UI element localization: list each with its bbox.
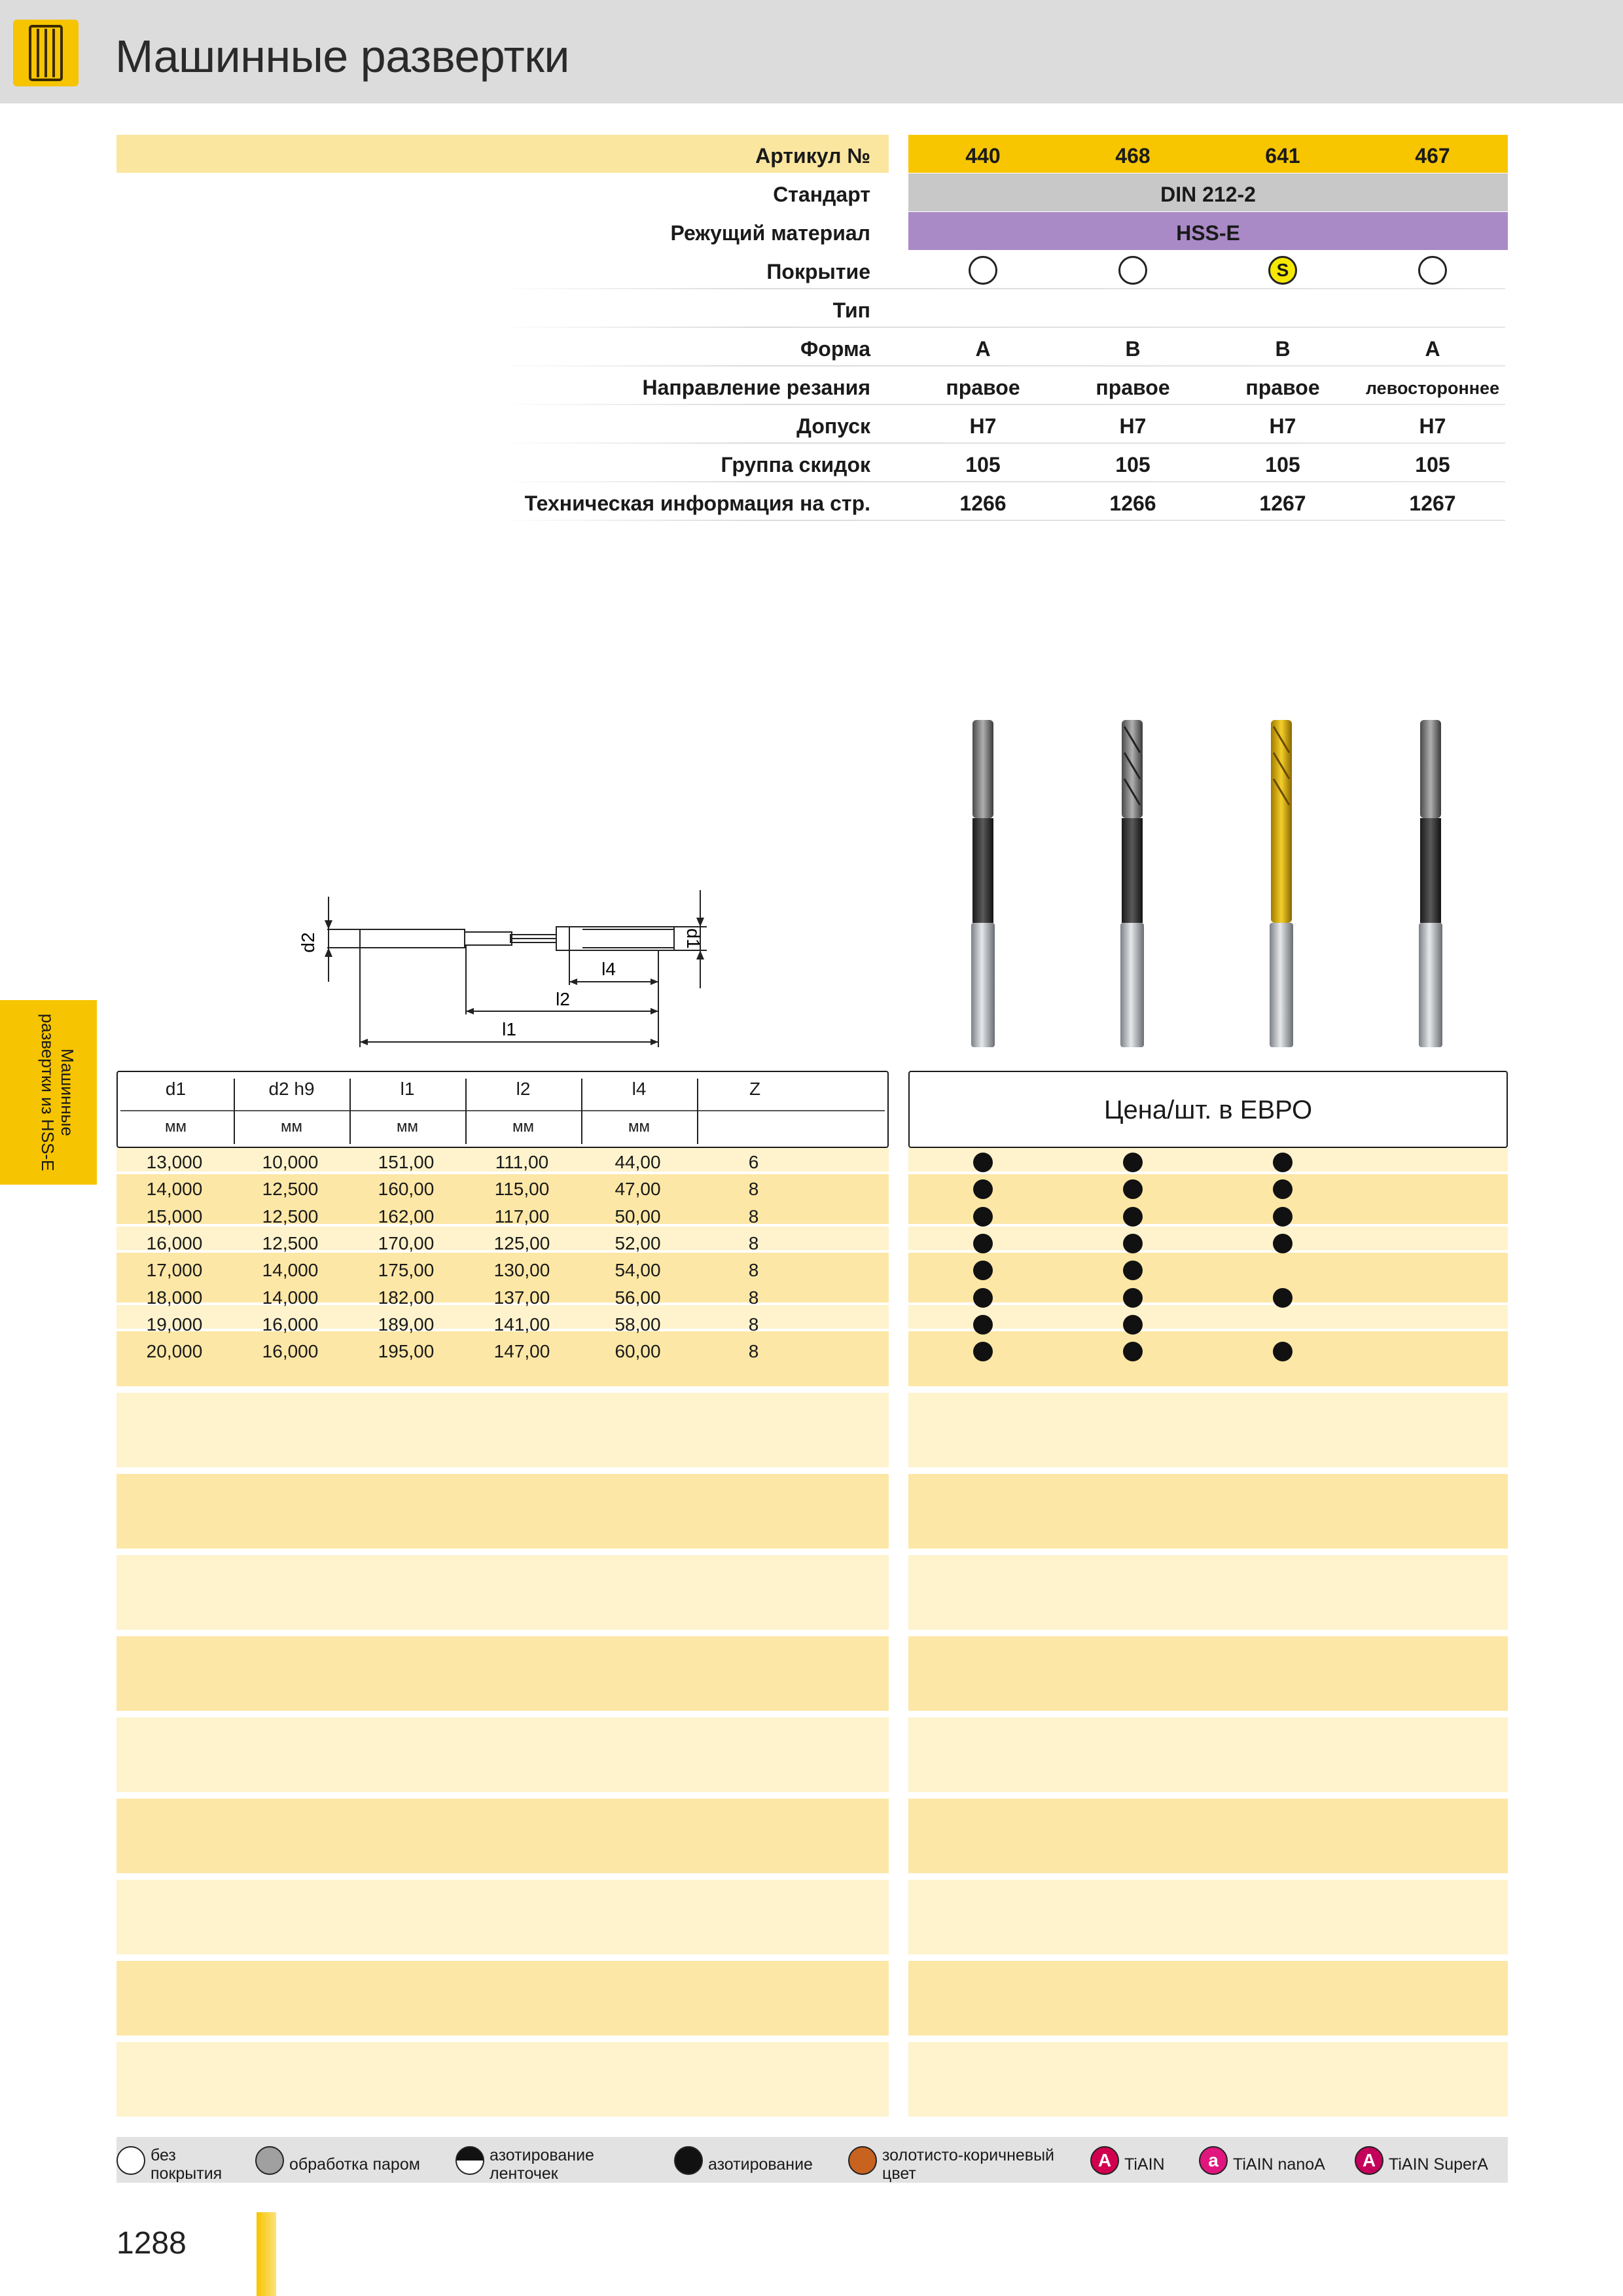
- column-divider: [465, 1079, 467, 1144]
- reamer-468-image: [1120, 720, 1144, 1047]
- dim-label-d2: d2: [298, 932, 318, 953]
- tialn-super-circle-icon: A: [1355, 2146, 1383, 2175]
- table-cell: 160,00: [378, 1179, 435, 1200]
- legend-label: обработка паром: [289, 2155, 420, 2174]
- coating-none-icon: [969, 256, 997, 285]
- table-stripe: [116, 1474, 889, 1549]
- legend-label: без покрытия: [151, 2146, 223, 2183]
- availability-dot-icon: [973, 1342, 993, 1361]
- table-cell: 54,00: [615, 1260, 661, 1281]
- table-stripe: [908, 1148, 1508, 1172]
- spec-row-label: Тип: [832, 298, 870, 322]
- table-stripe: [908, 1636, 1508, 1711]
- grey-circle-icon: [255, 2146, 284, 2175]
- availability-dot-icon: [1273, 1288, 1293, 1308]
- column-divider: [697, 1079, 698, 1144]
- availability-dot-icon: [1123, 1315, 1143, 1335]
- column-header: [234, 1072, 349, 1149]
- spec-cell: 105: [1115, 453, 1150, 476]
- section-side-tab-label: Машинные развертки из HSS-E: [38, 1013, 77, 1172]
- page-number: 1288: [116, 2226, 187, 2261]
- table-cell: 151,00: [378, 1152, 435, 1172]
- table-row: [116, 1176, 889, 1203]
- reamer-product-images: [908, 713, 1508, 1054]
- spec-cell: 641: [1265, 144, 1300, 168]
- table-cell: 195,00: [378, 1341, 435, 1362]
- column-header-unit: мм: [281, 1118, 302, 1136]
- table-cell: 8: [748, 1206, 759, 1227]
- spec-cell: B: [1125, 337, 1141, 361]
- half-black-circle-icon: [455, 2146, 484, 2175]
- table-cell: 170,00: [378, 1232, 435, 1253]
- legend-label: азотирование ленточек: [490, 2146, 594, 2183]
- table-cell: 147,00: [493, 1341, 550, 1362]
- availability-dot-icon: [1123, 1153, 1143, 1172]
- white-circle-icon: [116, 2146, 145, 2175]
- table-cell: 50,00: [615, 1206, 661, 1227]
- table-stripe: [908, 1331, 1508, 1386]
- spec-cell: левостороннее: [1365, 378, 1500, 398]
- table-stripe: [908, 1961, 1508, 2036]
- table-cell: 15,000: [146, 1206, 203, 1227]
- legend-label: золотисто-коричневый цвет: [882, 2146, 1055, 2183]
- availability-dot-icon: [1123, 1207, 1143, 1227]
- standard-value: DIN 212-2: [1160, 183, 1256, 206]
- price-table-header: [908, 1071, 1508, 1148]
- column-header: [349, 1072, 465, 1149]
- table-cell: 125,00: [493, 1232, 550, 1253]
- spec-cell: B: [1275, 337, 1291, 361]
- table-stripe: [908, 1393, 1508, 1467]
- spec-row: [0, 251, 1623, 289]
- spec-cell: 105: [965, 453, 1001, 476]
- legend-label: TiAIN SuperA: [1389, 2155, 1488, 2174]
- spec-row-label: Группа скидок: [721, 453, 870, 476]
- spec-cell: 467: [1415, 144, 1450, 168]
- spec-cell: 1267: [1259, 492, 1306, 515]
- table-cell: 137,00: [493, 1287, 550, 1308]
- availability-dot-icon: [1273, 1342, 1293, 1361]
- spec-row-label: Покрытие: [766, 260, 870, 283]
- column-divider: [349, 1079, 351, 1144]
- table-cell: 14,000: [262, 1260, 319, 1281]
- spec-cell: 1266: [959, 492, 1007, 515]
- page-title: Машинные развертки: [115, 31, 569, 82]
- tialn-nano-circle-icon: a: [1199, 2146, 1228, 2175]
- spec-cell: правое: [1245, 376, 1320, 399]
- table-stripe: [908, 1474, 1508, 1549]
- column-header-name: l1: [400, 1079, 415, 1099]
- table-cell: 16,000: [262, 1314, 319, 1335]
- table-cell: 14,000: [146, 1179, 203, 1200]
- column-divider: [581, 1079, 582, 1144]
- availability-dot-icon: [973, 1315, 993, 1335]
- table-stripe: [908, 1253, 1508, 1302]
- availability-dot-icon: [973, 1261, 993, 1280]
- tialn-circle-icon: A: [1090, 2146, 1119, 2175]
- spec-row: [0, 328, 1623, 367]
- table-cell: 17,000: [146, 1260, 203, 1281]
- availability-dot-icon: [973, 1207, 993, 1227]
- column-header-name: l2: [516, 1079, 531, 1099]
- table-stripe: [116, 1636, 889, 1711]
- page-header: [0, 0, 1623, 103]
- coating-s-icon: S: [1268, 256, 1297, 285]
- spec-row: [0, 367, 1623, 405]
- table-cell: 16,000: [262, 1341, 319, 1362]
- table-cell: 16,000: [146, 1232, 203, 1253]
- availability-dot-icon: [973, 1153, 993, 1172]
- material-value: HSS-E: [1176, 221, 1240, 245]
- availability-dot-icon: [1123, 1342, 1143, 1361]
- table-stripe: [908, 2042, 1508, 2117]
- price-header-label: Цена/шт. в ЕВРО: [1103, 1096, 1313, 1124]
- table-cell: 8: [748, 1260, 759, 1281]
- reamer-467-image: [1419, 720, 1442, 1047]
- table-row: [116, 1230, 889, 1257]
- spec-row: [0, 135, 1623, 173]
- column-header: [118, 1072, 234, 1149]
- table-cell: 6: [748, 1152, 759, 1172]
- spec-cell: H7: [1419, 414, 1446, 438]
- spec-row-label: Допуск: [796, 414, 870, 438]
- coating-none-icon: [1418, 256, 1447, 285]
- spec-row-label: Стандарт: [773, 183, 870, 206]
- spec-row: [0, 173, 1623, 212]
- column-header-name: l4: [632, 1079, 647, 1099]
- spec-row: [0, 405, 1623, 444]
- column-header-unit: мм: [628, 1118, 650, 1136]
- table-cell: 130,00: [493, 1260, 550, 1281]
- column-header-name: d1: [165, 1079, 187, 1099]
- table-row: [116, 1149, 889, 1176]
- spec-cell: 105: [1415, 453, 1450, 476]
- bronze-circle-icon: [848, 2146, 877, 2175]
- availability-dot-icon: [1273, 1207, 1293, 1227]
- table-stripe: [908, 1880, 1508, 1954]
- table-cell: 60,00: [615, 1341, 661, 1362]
- spec-row: [0, 482, 1623, 521]
- spec-cell: 468: [1115, 144, 1150, 168]
- spec-row-label: Форма: [800, 337, 870, 361]
- spec-cell: H7: [1119, 414, 1147, 438]
- page-number-accent: [257, 2212, 276, 2296]
- table-cell: 115,00: [494, 1179, 550, 1200]
- column-divider: [234, 1079, 235, 1144]
- reamer-440-image: [971, 720, 995, 1047]
- spec-cell: правое: [1096, 376, 1170, 399]
- legend-label: азотирование: [708, 2155, 813, 2174]
- table-cell: 20,000: [146, 1341, 203, 1362]
- table-cell: 19,000: [146, 1314, 203, 1335]
- spec-cell: H7: [1269, 414, 1296, 438]
- availability-dot-icon: [1273, 1234, 1293, 1253]
- spec-row-label: Техническая информация на стр.: [524, 492, 870, 515]
- table-cell: 162,00: [378, 1206, 435, 1227]
- table-cell: 8: [748, 1341, 759, 1362]
- spec-row-separator: [497, 520, 1505, 521]
- column-header-unit: мм: [512, 1118, 534, 1136]
- table-stripe: [116, 2042, 889, 2117]
- reamer-dimension-drawing: [281, 877, 740, 1060]
- table-cell: 18,000: [146, 1287, 203, 1308]
- table-row: [116, 1285, 889, 1312]
- table-stripe: [908, 1174, 1508, 1224]
- table-cell: 141,00: [493, 1314, 550, 1335]
- table-cell: 175,00: [378, 1260, 435, 1281]
- table-cell: 111,00: [495, 1152, 549, 1172]
- table-cell: 44,00: [615, 1152, 661, 1172]
- coating-none-icon: [1118, 256, 1147, 285]
- column-header: [465, 1072, 581, 1149]
- black-circle-icon: [674, 2146, 703, 2175]
- table-cell: 56,00: [615, 1287, 661, 1308]
- table-stripe: [116, 1880, 889, 1954]
- table-cell: 12,500: [262, 1206, 319, 1227]
- column-header: [697, 1072, 813, 1149]
- spec-cell: правое: [946, 376, 1020, 399]
- reamer-logo-icon: [13, 20, 79, 86]
- legend-label: TiAIN nanoA: [1233, 2155, 1325, 2174]
- table-stripe: [116, 1393, 889, 1467]
- reamer-641-image: [1270, 720, 1293, 1047]
- table-stripe: [116, 1555, 889, 1630]
- dim-label-d1: d1: [683, 928, 704, 949]
- table-cell: 8: [748, 1287, 759, 1308]
- table-cell: 8: [748, 1232, 759, 1253]
- availability-dot-icon: [1123, 1261, 1143, 1280]
- coating-legend: [116, 2137, 1508, 2183]
- dimension-table-header: [116, 1071, 889, 1148]
- table-cell: 117,00: [494, 1206, 550, 1227]
- table-stripe: [908, 1799, 1508, 1873]
- table-row: [116, 1257, 889, 1284]
- spec-row-label: Режущий материал: [670, 221, 870, 245]
- spec-row: [0, 289, 1623, 328]
- column-header-name: d2 h9: [268, 1079, 315, 1099]
- availability-dot-icon: [1123, 1234, 1143, 1253]
- spec-cell: 1267: [1409, 492, 1456, 515]
- table-cell: 13,000: [146, 1152, 203, 1172]
- spec-row: [0, 444, 1623, 482]
- spec-cell: A: [975, 337, 991, 361]
- spec-cell: A: [1425, 337, 1440, 361]
- spec-row-label: Направление резания: [642, 376, 870, 399]
- column-header-unit: мм: [397, 1118, 418, 1136]
- table-cell: 58,00: [615, 1314, 661, 1335]
- table-cell: 12,500: [262, 1179, 319, 1200]
- table-stripe: [908, 1227, 1508, 1250]
- column-header-unit: мм: [165, 1118, 187, 1136]
- table-cell: 8: [748, 1314, 759, 1335]
- spec-cell: 105: [1265, 453, 1300, 476]
- table-cell: 12,500: [262, 1232, 319, 1253]
- table-cell: 182,00: [378, 1287, 435, 1308]
- table-cell: 14,000: [262, 1287, 319, 1308]
- table-cell: 52,00: [615, 1232, 661, 1253]
- availability-dot-icon: [973, 1234, 993, 1253]
- table-row: [116, 1312, 889, 1338]
- table-row: [116, 1204, 889, 1230]
- table-stripe: [908, 1555, 1508, 1630]
- table-stripe: [908, 1305, 1508, 1329]
- table-cell: 189,00: [378, 1314, 435, 1335]
- table-row: [116, 1338, 889, 1365]
- legend-label: TiAIN: [1124, 2155, 1165, 2174]
- table-cell: 8: [748, 1179, 759, 1200]
- dim-label-l2: l2: [556, 989, 570, 1009]
- table-stripe: [116, 1961, 889, 2036]
- spec-cell: H7: [969, 414, 997, 438]
- spec-row-label: Артикул №: [755, 144, 870, 168]
- availability-dot-icon: [973, 1288, 993, 1308]
- spec-cell: 440: [965, 144, 1001, 168]
- table-cell: 47,00: [615, 1179, 661, 1200]
- column-header: [581, 1072, 697, 1149]
- table-cell: 10,000: [262, 1152, 319, 1172]
- availability-dot-icon: [1123, 1288, 1143, 1308]
- dim-label-l1: l1: [502, 1019, 516, 1039]
- spec-row: [0, 212, 1623, 251]
- dim-label-l4: l4: [601, 959, 616, 979]
- table-stripe: [116, 1799, 889, 1873]
- spec-cell: 1266: [1109, 492, 1156, 515]
- table-stripe: [116, 1717, 889, 1792]
- column-header-name: Z: [749, 1079, 761, 1099]
- availability-dot-icon: [1273, 1153, 1293, 1172]
- table-stripe: [908, 1717, 1508, 1792]
